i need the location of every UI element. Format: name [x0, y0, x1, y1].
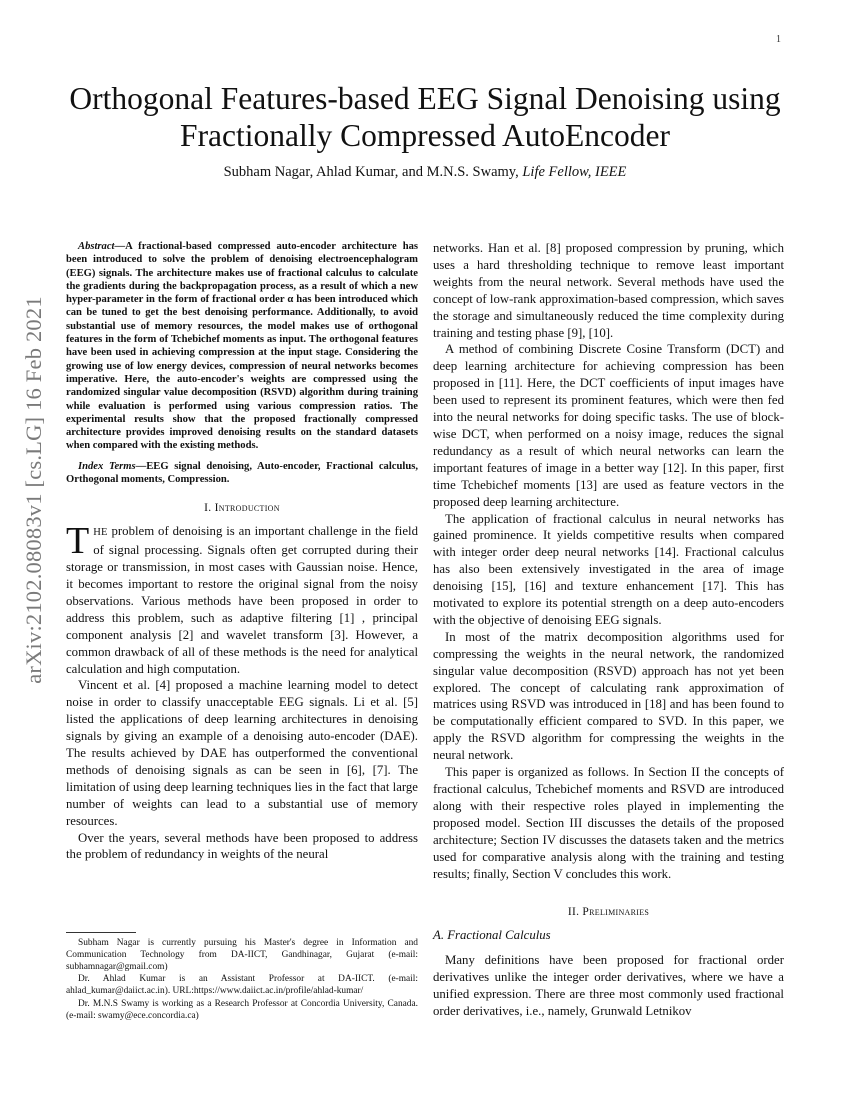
drop-cap: T — [66, 520, 90, 563]
index-terms-text: —EEG signal denoising, Auto-encoder, Fractional calculus, Orthogonal moments, Compression. — [66, 460, 418, 486]
footnote-divider — [66, 932, 136, 933]
intro-paragraph-3: Over the years, several methods have been proposed to address the problem of redundancy in weights of the neural — [66, 830, 418, 862]
right-paragraph-2: A method of combining Discrete Cosine Transform (DCT) and deep learning architecture for achieving compression has been proposed in [11]. Here, the DCT coefficients of input images have been used to represent its prominent features, which were then fed into the neural networks for doing specific tasks. The use of block-wise DCT, when performed on a noisy image, reduces the signal redundancy as a result of which neural networks can learn the important features of image in a better way [12]. In this paper, first time Tchebichef moments [13] are used as feature vectors in the proposed deep learning architecture. — [433, 342, 784, 509]
right-column — [433, 240, 784, 1020]
index-terms-label: Index Terms — [78, 460, 136, 472]
section-heading-preliminaries: II. Preliminaries — [567, 906, 650, 919]
abstract — [66, 240, 418, 453]
intro-small-caps: HE — [93, 527, 108, 539]
arxiv-identifier-text: arXiv:2102.08083v1 [cs.LG] 16 Feb 2021 — [21, 296, 46, 684]
section-heading-introduction: I. Introduction — [204, 502, 280, 515]
intro-paragraph-1 — [66, 520, 418, 677]
abstract-label: Abstract — [78, 241, 115, 252]
author-names: Subham Nagar, Ahlad Kumar, and M.N.S. Swamy, — [223, 164, 519, 180]
footnote-author-1: Subham Nagar is currently pursuing his Master's degree in Information and Communication Technology from DA-IICT, Gandhinagar, Gujarat (e-mail: subhamnagar@gmail.com) — [66, 938, 418, 972]
left-column — [66, 240, 418, 863]
intro-paragraph-2: Vincent et al. [4] proposed a machine learning model to detect noise in order to classify unacceptable EEG signals. Li et al. [5] listed the applications of deep learning architectures in denoising signals by giving an example of a denoising auto-encoder (DAE). The results achieved by DAE has outperformed the conventional methods of denoising signals as can be seen in [6], [7]. The limitation of using deep learning techniques lies in the fact that large number of weights can lead to a substantial use of memory resources. — [66, 678, 418, 828]
right-paragraph-4: In most of the matrix decomposition algorithms used for compressing the weights in the neural network, the randomized singular value decomposition (RSVD) approach has not yet been explored. The concept of calculating rank approximation of matrices using RSVD was introduced in [18] and has been found to be computationally efficient compared to SVD. In this paper, we apply the RSVD algorithm for compressing the weights in the neural network. — [433, 629, 784, 763]
intro-paragraph-1-text: problem of denoising is an important challenge in the field of signal processing. Signals often get corrupted during their storage or transmission, in most cases with Gaussian noise. Hence, it becomes important to restore the original signal from the noisy observations. Various methods have been proposed in order to address this problem, such as adaptive filtering [1] , principal component analysis [2] and wavelet transform [3]. However, a common drawback of all of these methods is the need for analytical calculation and high computation. — [66, 524, 418, 676]
page-number: 1 — [776, 34, 781, 45]
right-paragraph-3: The application of fractional calculus in neural networks has gained prominence. It yields competitive results when compared with integer order deep neural networks [14]. Fractional calculus has also been extensively investigated in the area of image denoising [15], [16] and texture enhancement [17]. This has motivated to explore its potential strength on a deep auto-encoders with the objective of denoising EEG signals. — [433, 511, 784, 627]
footnotes — [66, 938, 418, 1024]
author-affiliation: Life Fellow, IEEE — [522, 164, 627, 180]
subsection-heading-fractional-calculus: A. Fractional Calculus — [433, 928, 551, 943]
right-paragraph-1: networks. Han et al. [8] proposed compression by pruning, which uses a hard thresholding technique to remove least important weights from the neural network. Several methods have used the concept of low-rank approximation-based compression, which saves the storage and simultaneously reduced the time complexity during training and testing phase [9], [10]. — [433, 241, 784, 340]
right-paragraph-5: This paper is organized as follows. In Section II the concepts of fractional calculus, Tchebichef moments and RSVD are introduced along with their respective roles played in implementing the proposed model. Section III discusses the details of the proposed architecture; Section IV discusses the datasets taken and the metrics used for comparative analysis along with the training and testing results; finally, Section V concludes this work. — [433, 765, 784, 881]
author-line — [60, 164, 790, 181]
arxiv-identifier-stamp — [0, 296, 70, 684]
footnote-author-3: Dr. M.N.S Swamy is working as a Research Professor at Concordia University, Canada. (e-mail: swamy@ece.concordia.ca) — [66, 998, 418, 1021]
abstract-text: —A fractional-based compressed auto-encoder architecture has been introduced to solve the problem of denoising electroencephalogram (EEG) signals. The architecture makes use of fractional calculus to calculate the gradients during the backpropagation process, as a result of which a new hyper-parameter in the form of fractional order α has been introduced which can be tuned to get the best denoising performance. Additionally, to avoid substantial use of memory resources, the model makes use of orthogonal features in the form of Tchebichef moments as input. The orthogonal features have been used in achieving compression at the input stage. Considering the growing use of low energy devices, compression of neural networks becomes imperative. Here, the auto-encoder's weights are compressed using the randomized singular value decomposition (RSVD) algorithm during training while evaluation is performed using various compression ratios. The experimental results show that the proposed fractionally compressed architecture provides improved denoising results on the standard datasets when compared with the existing methods. — [66, 241, 418, 452]
right-paragraph-6: Many definitions have been proposed for fractional order derivatives unlike the integer order derivatives, where we have a unified expression. There are three most commonly used fractional order derivatives, i.e., namely, Grunwald Letnikov — [433, 953, 784, 1018]
index-terms — [66, 460, 418, 487]
paper-title: Orthogonal Features-based EEG Signal Denoising using Fractionally Compressed AutoEncoder — [69, 81, 781, 153]
footnote-author-2: Dr. Ahlad Kumar is an Assistant Professor at DA-IICT. (e-mail: ahlad_kumar@daiict.ac.in). URL:https://www.daiict.ac.in/profile/ahlad-kumar/ — [66, 974, 418, 997]
